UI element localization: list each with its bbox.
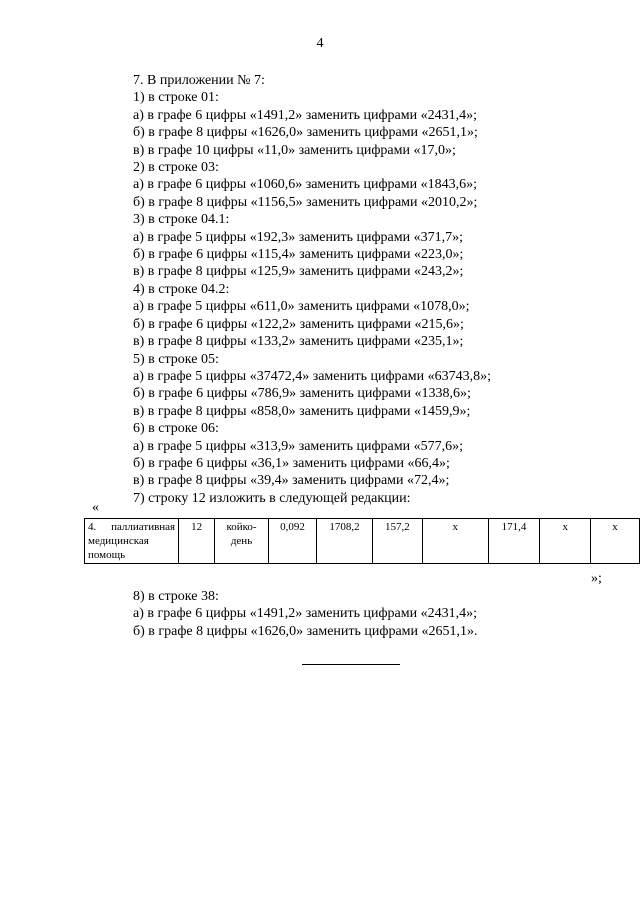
row-12-table xyxy=(84,518,640,564)
amendment-line: 6) в строке 06: xyxy=(133,421,219,437)
amendment-line: б) в графе 8 цифры «1626,0» заменить цифрами «2651,1». xyxy=(133,623,478,639)
cell-name-rest: медицинская помощь xyxy=(88,535,149,561)
amendment-line: б) в графе 8 цифры «1626,0» заменить цифрами «2651,1»; xyxy=(133,125,478,141)
amendment-line: а) в графе 5 цифры «192,3» заменить цифрами «371,7»; xyxy=(133,229,464,245)
amendment-line: б) в графе 8 цифры «1156,5» заменить цифрами «2010,2»; xyxy=(133,194,478,210)
section-heading: 7. В приложении № 7: xyxy=(133,73,265,88)
cell-value: х xyxy=(540,519,591,564)
amendment-line: 1) в строке 01: xyxy=(133,90,219,106)
amendment-line: б) в графе 6 цифры «786,9» заменить цифрами «1338,6»; xyxy=(133,386,471,402)
amendment-line: в) в графе 8 цифры «858,0» заменить цифрами «1459,9»; xyxy=(133,403,471,419)
cell-name-word: паллиативная xyxy=(111,521,176,533)
cell-value: х xyxy=(422,519,488,564)
amendment-line: а) в графе 5 цифры «313,9» заменить цифрами «577,6»; xyxy=(133,438,464,454)
amendment-line: а) в графе 6 цифры «1491,2» заменить цифрами «2431,4»; xyxy=(133,606,478,622)
amendment-line: а) в графе 5 цифры «611,0» заменить цифрами «1078,0»; xyxy=(133,299,470,315)
cell-value: 0,092 xyxy=(269,519,317,564)
cell-name xyxy=(85,519,179,564)
amendment-line: б) в графе 6 цифры «122,2» заменить цифрами «215,6»; xyxy=(133,316,464,332)
amendment-line: 4) в строке 04.2: xyxy=(133,281,230,297)
table-row xyxy=(85,519,640,564)
amendment-line: а) в графе 6 цифры «1491,2» заменить цифрами «2431,4»; xyxy=(133,107,478,123)
cell-unit: койко-день xyxy=(215,519,269,564)
cell-row-code: 12 xyxy=(179,519,215,564)
amendment-line: в) в графе 8 цифры «39,4» заменить цифрами «72,4»; xyxy=(133,473,450,489)
amendment-line: 8) в строке 38: xyxy=(133,589,219,604)
amendment-line: б) в графе 6 цифры «36,1» заменить цифрами «66,4»; xyxy=(133,455,450,471)
end-rule-divider xyxy=(302,664,400,665)
amendment-line: б) в графе 6 цифры «115,4» заменить цифрами «223,0»; xyxy=(133,247,464,263)
cell-value: 171,4 xyxy=(488,519,540,564)
cell-value: 1708,2 xyxy=(317,519,373,564)
amendment-list-tail xyxy=(133,588,593,640)
page-number: 4 xyxy=(316,36,324,51)
cell-name-number: 4. xyxy=(88,521,97,533)
cell-value: 157,2 xyxy=(372,519,422,564)
amendment-line: а) в графе 5 цифры «37472,4» заменить цифрами «63743,8»; xyxy=(133,368,492,384)
cell-value: х xyxy=(591,519,640,564)
opening-quote: « xyxy=(92,500,99,515)
amendment-line: 5) в строке 05: xyxy=(133,351,219,367)
amendment-line: в) в графе 8 цифры «133,2» заменить цифрами «235,1»; xyxy=(133,334,464,350)
amendment-line: 3) в строке 04.1: xyxy=(133,212,230,228)
amendment-list xyxy=(133,72,593,507)
amendment-line: 7) строку 12 изложить в следующей редакции: xyxy=(133,490,411,506)
amendment-line: 2) в строке 03: xyxy=(133,160,219,176)
amendment-line: а) в графе 6 цифры «1060,6» заменить цифрами «1843,6»; xyxy=(133,177,478,193)
amendment-line: в) в графе 8 цифры «125,9» заменить цифрами «243,2»; xyxy=(133,264,464,280)
closing-quote: »; xyxy=(591,571,602,586)
amendment-line: в) в графе 10 цифры «11,0» заменить цифрами «17,0»; xyxy=(133,142,456,158)
